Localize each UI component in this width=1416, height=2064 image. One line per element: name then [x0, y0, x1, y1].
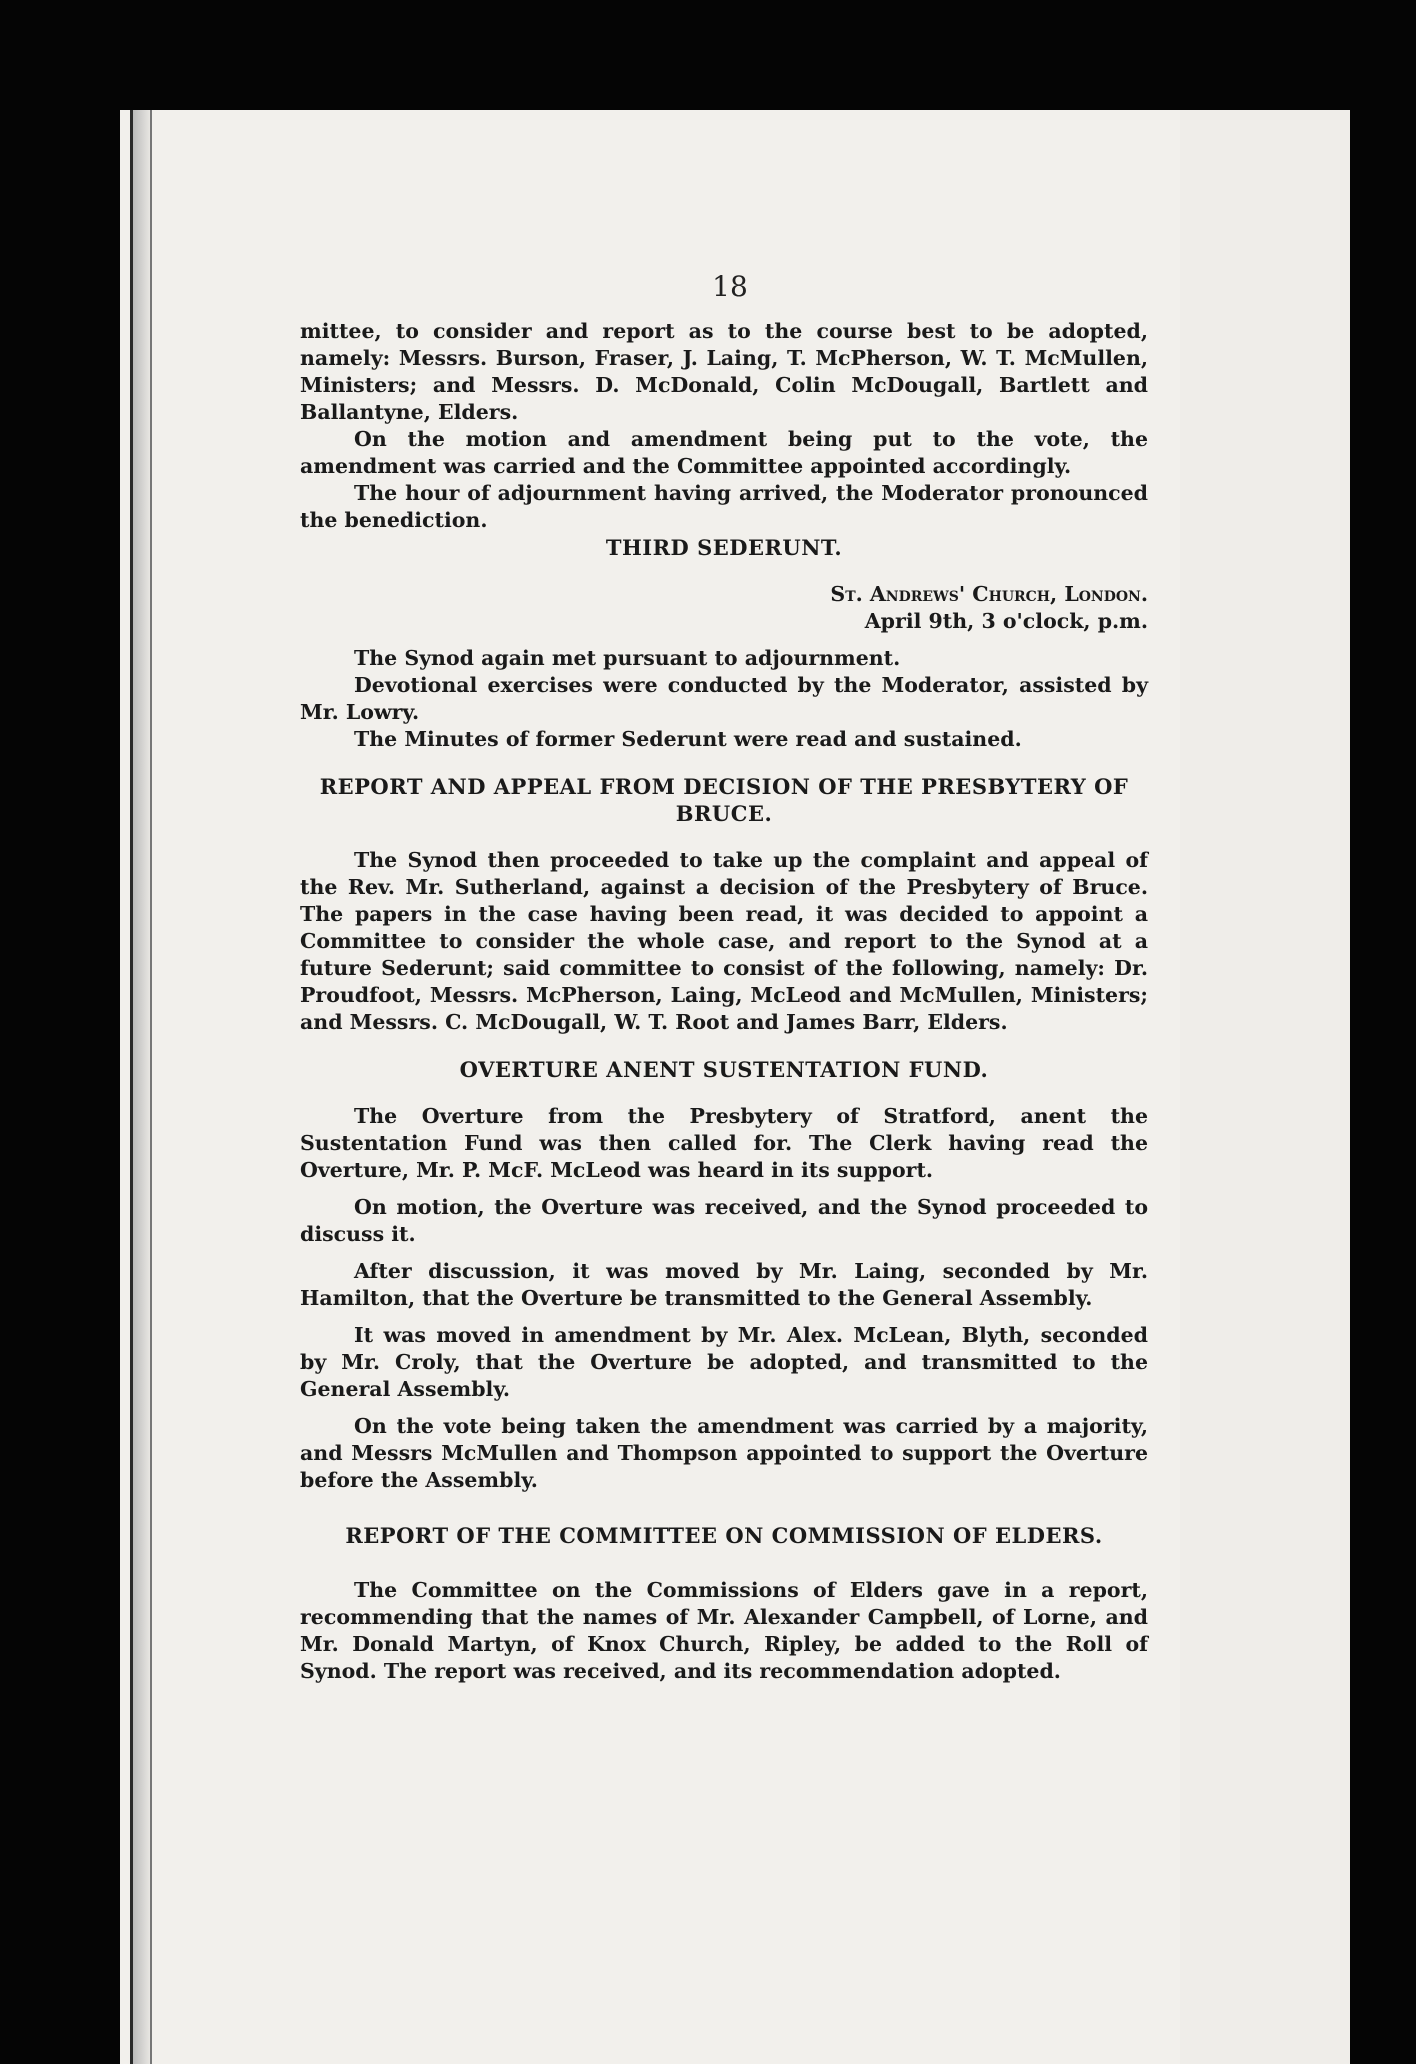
paragraph: mittee, to consider and report as to the course best to be adopted, namely: Messrs. Burson, Fraser, J. Laing, T. McPherson, W. T. McMullen, Ministers; and Messrs. D. McDonald, Colin McDougall, Bartlett and Ballantyne, Elders.	[300, 319, 1148, 424]
body-text	[300, 318, 1148, 1685]
section-heading-elders: REPORT OF THE COMMITTEE ON COMMISSION OF ELDERS.	[345, 1523, 1103, 1548]
paragraph: The Committee on the Commissions of Elders gave in a report, recommending that the names of Mr. Alexander Campbell, of Lorne, and Mr. Donald Martyn, of Knox Church, Ripley, be added to the Roll of Synod. The report was received, and its recommendation adopted.	[300, 1578, 1148, 1683]
paragraph: The hour of adjournment having arrived, the Moderator pronounced the benediction.	[300, 481, 1148, 532]
paragraph: On motion, the Overture was received, and the Synod proceeded to discuss it.	[300, 1195, 1148, 1246]
paragraph: On the motion and amendment being put to the vote, the amendment was carried and the Committee appointed accordingly.	[300, 427, 1148, 478]
paragraph: The Minutes of former Sederunt were read and sustained.	[354, 727, 1022, 751]
scan-margin-right	[1350, 0, 1416, 2064]
paragraph: After discussion, it was moved by Mr. Laing, seconded by Mr. Hamilton, that the Overture be transmitted to the General Assembly.	[300, 1259, 1148, 1310]
paragraph: The Synod then proceeded to take up the complaint and appeal of the Rev. Mr. Sutherland, against a decision of the Presbytery of Bruce. The papers in the case having been read, it was decided to appoint a Committee to consider the whole case, and report to the Synod at a future Sederunt; said committee to consist of the following, namely: Dr. Proudfoot, Messrs. McPherson, Laing, McLeod and McMullen, Ministers; and Messrs. C. McDougall, W. T. Root and James Barr, Elders.	[300, 848, 1148, 1034]
section-heading-appeal: REPORT AND APPEAL FROM DECISION OF THE PRESBYTERY OF BRUCE.	[319, 774, 1129, 826]
section-heading-sederunt: THIRD SEDERUNT.	[605, 535, 843, 560]
paragraph: Devotional exercises were conducted by the Moderator, assisted by Mr. Lowry.	[300, 673, 1148, 724]
page-number: 18	[712, 270, 748, 303]
section-heading-overture: OVERTURE ANENT SUSTENTATION FUND.	[459, 1057, 989, 1082]
paragraph: On the vote being taken the amendment was carried by a majority, and Messrs McMullen and Thompson appointed to support the Overture before the Assembly.	[300, 1414, 1148, 1492]
page-binding-edge	[130, 110, 152, 2064]
paragraph: It was moved in amendment by Mr. Alex. McLean, Blyth, seconded by Mr. Croly, that the Overture be adopted, and transmitted to the General Assembly.	[300, 1323, 1148, 1401]
paragraph: The Synod again met pursuant to adjournment.	[354, 646, 901, 670]
meeting-date: April 9th, 3 o'clock, p.m.	[864, 609, 1148, 633]
meeting-location: St. Andrews' Church, London.	[830, 582, 1148, 606]
paragraph: The Overture from the Presbytery of Stratford, anent the Sustentation Fund was then called for. The Clerk having read the Overture, Mr. P. McF. McLeod was heard in its support.	[300, 1104, 1148, 1182]
facing-page-edge	[1180, 110, 1350, 2064]
